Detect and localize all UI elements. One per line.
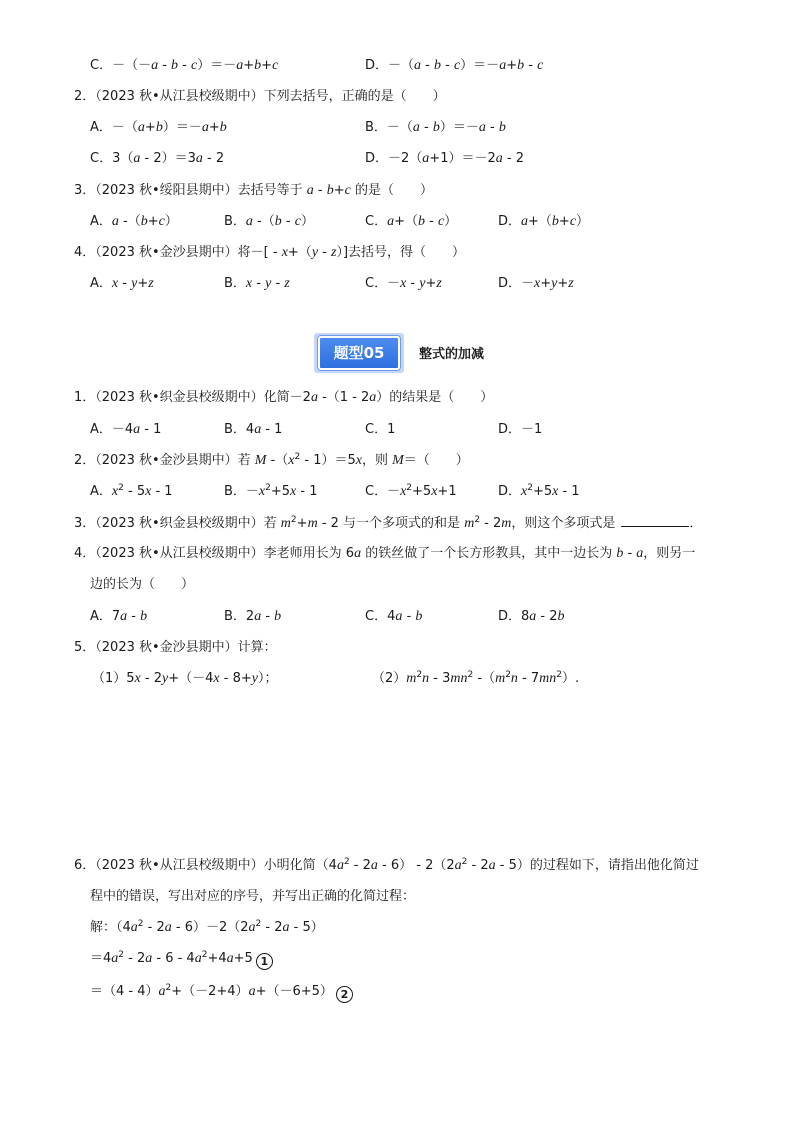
step-marker-1: 1	[256, 953, 273, 970]
q3-option-b: B．a -（b - c）	[224, 214, 314, 229]
q2-option-a: A．－（a+b）＝－a+b	[90, 120, 227, 135]
section-badge-label: 题型05	[318, 336, 400, 370]
option-c-prev: C．－（－a - b - c）＝－a+b+c	[90, 58, 279, 73]
s2-option-c: C．$-x^2+5x+1$	[365, 483, 457, 499]
s1-option-c: C．1	[365, 422, 396, 437]
q4-option-d: D．－x+y+z	[498, 276, 574, 291]
q3-option-a: A．a -（b+c）	[90, 214, 178, 229]
s-question-3-stem: 3．（2023 秋•织金县校级期中）若 $m^2+m - 2$ 与一个多项式的和是 $m^2 - 2m$，则这个多项式是 ．	[74, 515, 703, 531]
q2-option-b: B．－（a - b）＝－a - b	[365, 120, 506, 135]
solution-line-2: $=4a^2 - 2a - 6 - 4a^2+4a+5$ 1	[90, 950, 273, 970]
question-4-stem: 4．（2023 秋•金沙县期中）将－[ - x+（y - z）]去括号，得（ ）	[74, 245, 466, 260]
s-question-5-stem: 5．（2023 秋•金沙县期中）计算：	[74, 640, 277, 655]
s4-option-c: C．4a - b	[365, 609, 423, 624]
s5-part-1: （1）5x - 2y+（－4x - 8+y）；	[92, 671, 278, 686]
s-question-2-stem: 2．（2023 秋•金沙县期中）若 M $-(x^2 - 1)=5x$，则 M＝（ ）	[74, 452, 469, 468]
s1-option-d: D．－1	[498, 422, 543, 437]
s2-option-d: D．$x^2+5x - 1$	[498, 483, 580, 499]
solution-line-3: $=(4 - 4)a^2+(-2+4)a+(-6+5)$ 2	[90, 983, 353, 1003]
s1-option-a: A．－4a - 1	[90, 422, 162, 437]
s-question-4-stem-line1: 4．（2023 秋•从江县校级期中）李老师用长为 6a 的铁丝做了一个长方形教具，其中一边长为 b - a，则另一	[74, 546, 696, 561]
q3-option-d: D．a+（b+c）	[498, 214, 590, 229]
q4-option-b: B．x - y - z	[224, 276, 290, 291]
question-2-stem: 2．（2023 秋•从江县校级期中）下列去括号，正确的是（ ）	[74, 89, 446, 104]
s4-option-a: A．7a - b	[90, 609, 148, 624]
s-question-1-stem: 1．（2023 秋•织金县校级期中）化简－2a -（1 - 2a）的结果是（ ）	[74, 390, 494, 405]
solution-line-1: 解：$(4a^2 - 2a - 6)-2(2a^2 - 2a - 5)$	[90, 919, 324, 935]
s4-option-b: B．2a - b	[224, 609, 282, 624]
section-badge	[314, 333, 404, 373]
q2-option-c: C．3（a - 2）＝3a - 2	[90, 151, 225, 166]
s5-part-2: $(2)m^2n - 3mn^2$ $-(m^2n - 7mn^2)$.	[372, 670, 580, 686]
q2-option-d: D．－2（a+1）＝－2a - 2	[365, 151, 524, 166]
s1-option-b: B．4a - 1	[224, 422, 283, 437]
s-question-6-stem-line2: 程中的错误，写出对应的序号，并写出正确的化简过程：	[90, 889, 416, 904]
q4-option-a: A．x - y+z	[90, 276, 154, 291]
q3-option-c: C．a+（b - c）	[365, 214, 458, 229]
s-question-4-stem-line2: 边的长为（ ）	[90, 577, 195, 592]
s2-option-b: B．$-x^2+5x - 1$	[224, 483, 318, 499]
step-marker-2: 2	[336, 986, 353, 1003]
option-d-prev: D．－（a - b - c）＝－a+b - c	[365, 58, 544, 73]
s2-option-a: A．$x^2 - 5x - 1$	[90, 483, 173, 499]
answer-blank[interactable]	[621, 514, 689, 527]
section-title: 整式的加减	[419, 347, 485, 362]
s4-option-d: D．8a - 2b	[498, 609, 565, 624]
q4-option-c: C．－x - y+z	[365, 276, 442, 291]
question-3-stem: 3．（2023 秋•绥阳县期中）去括号等于 a - b+c 的是（ ）	[74, 183, 434, 198]
s-question-6-stem-line1: 6．（2023 秋•从江县校级期中）小明化简$(4a^2 - 2a - 6) - 2(2a^2 - 2a - 5)$的过程如下，请指出他化简过	[74, 857, 699, 873]
